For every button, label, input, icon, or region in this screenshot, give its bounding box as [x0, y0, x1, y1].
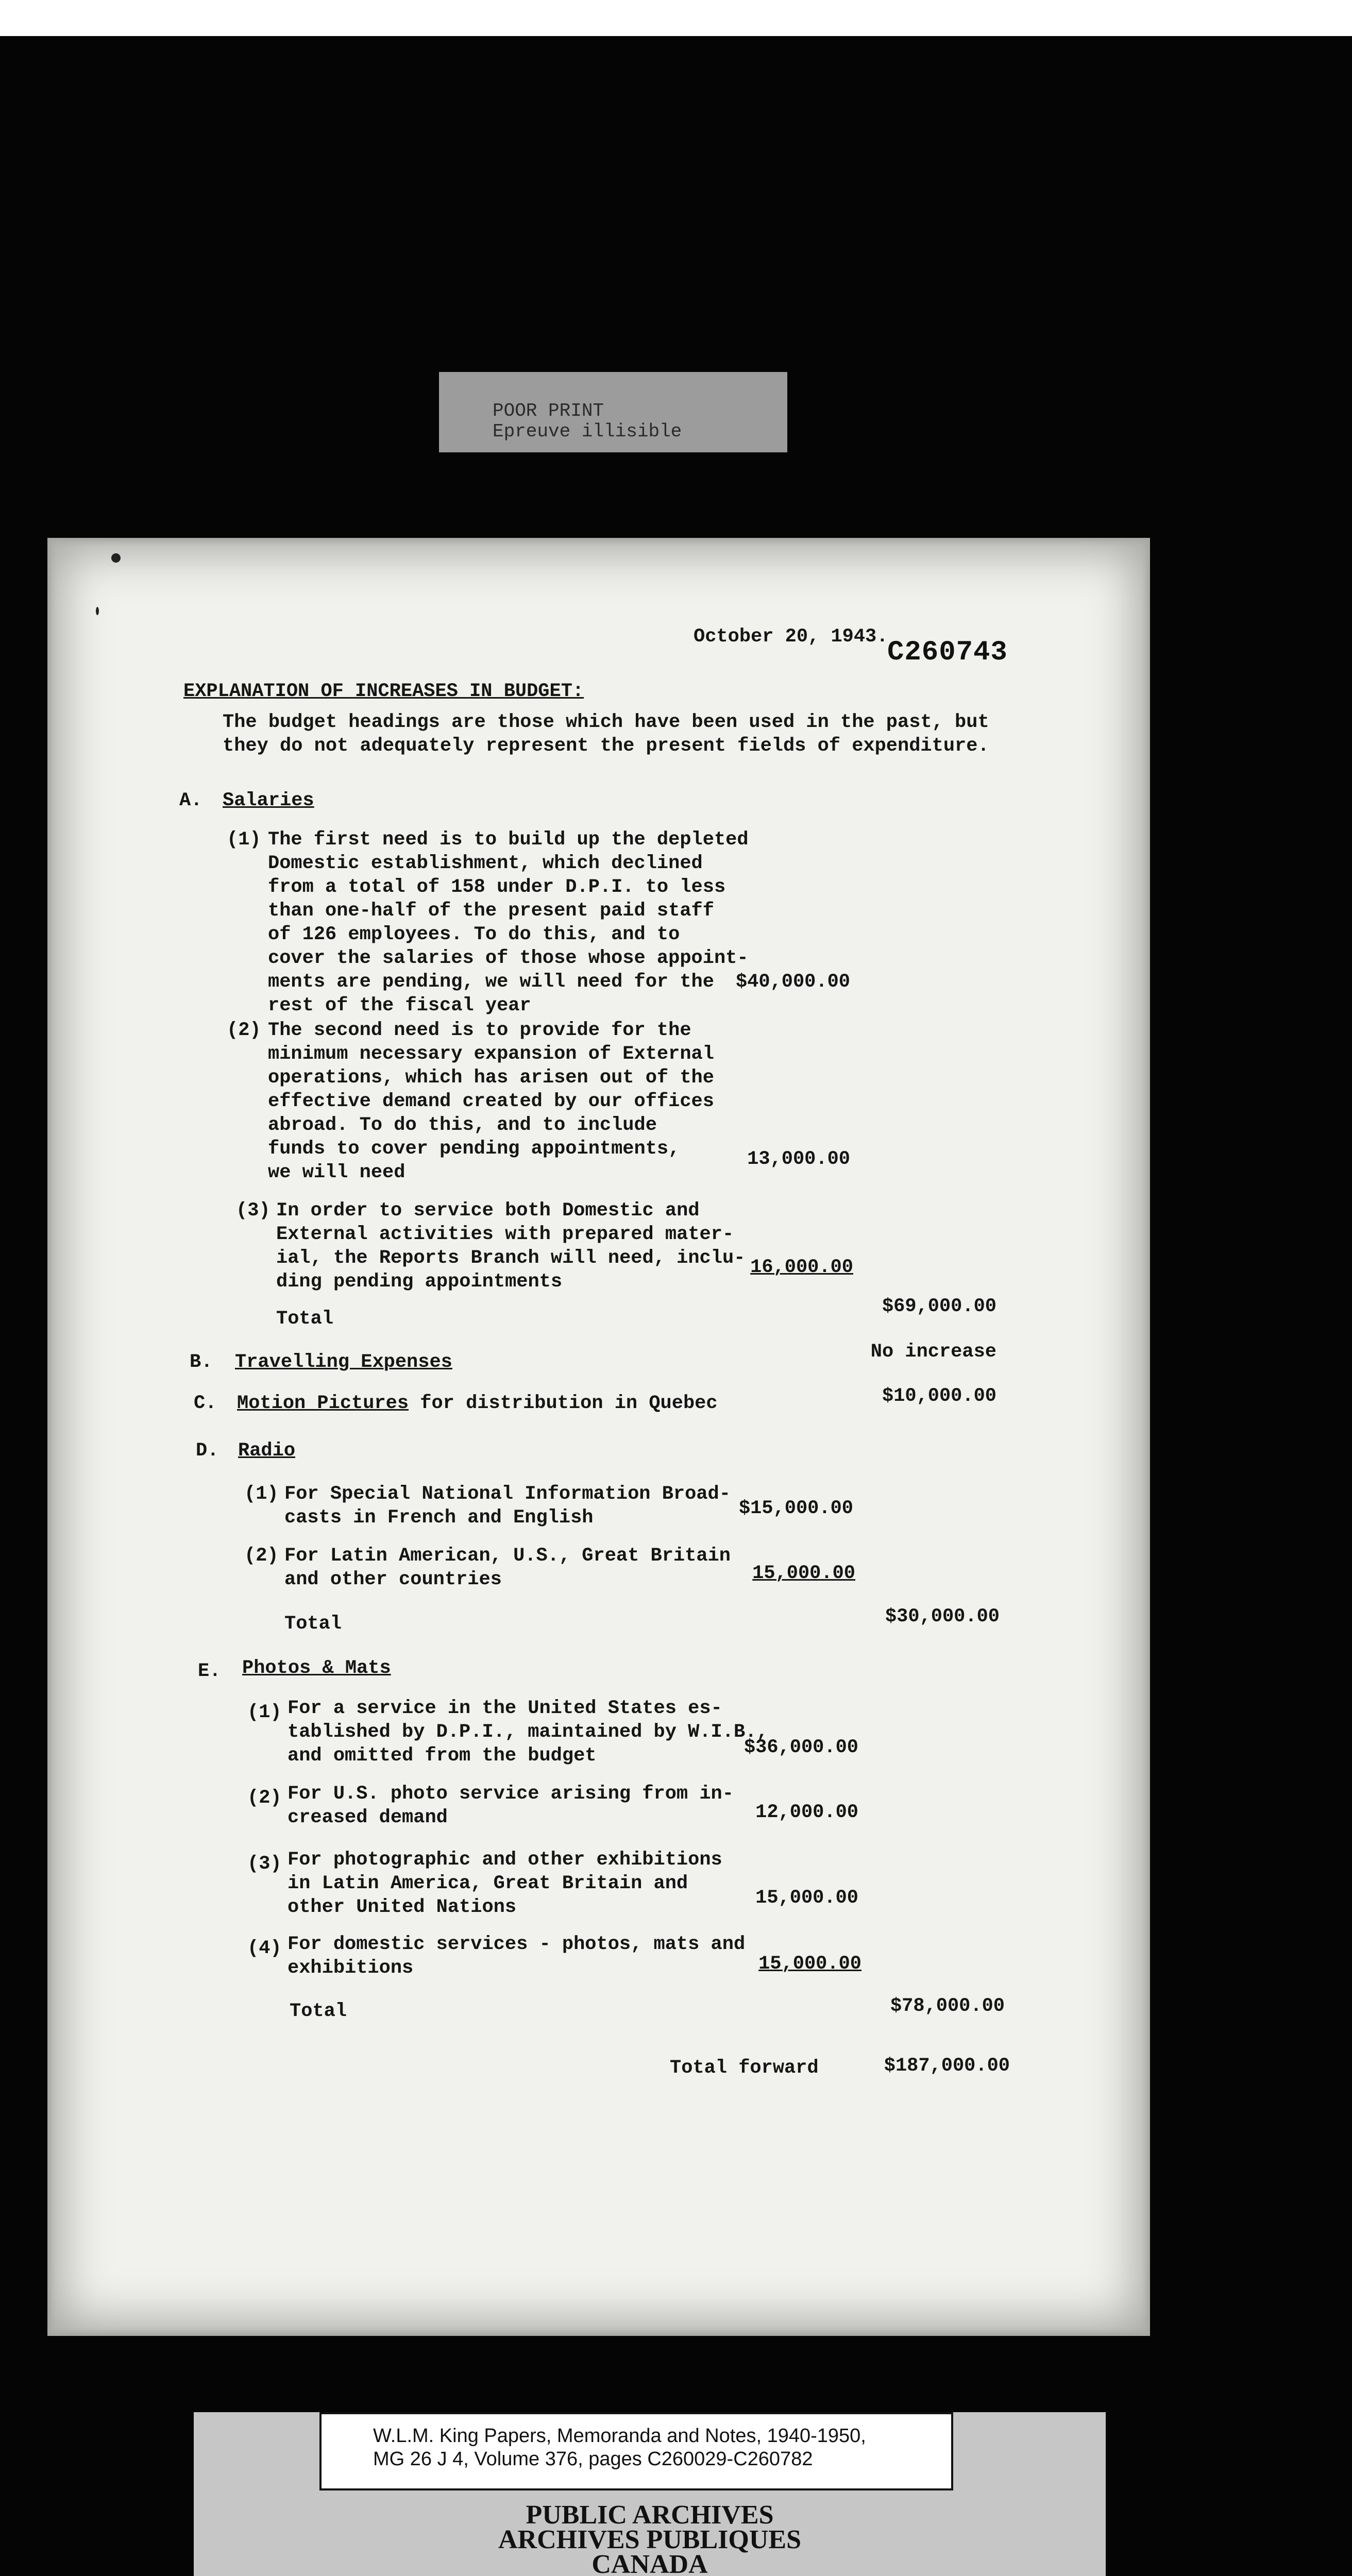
archive-reference-label — [319, 2412, 953, 2490]
section-e-heading: Photos & Mats — [242, 1657, 391, 1679]
item-amount: 15,000.00 — [755, 1887, 858, 1909]
item-number: (2) — [244, 1545, 279, 1567]
item-line: we will need — [268, 1162, 405, 1183]
section-c-letter: C. — [194, 1393, 217, 1414]
archives-line-3: CANADA — [592, 2550, 708, 2576]
section-c-text — [237, 1391, 718, 1416]
document-date: October 20, 1943. — [694, 626, 888, 648]
item-line: In order to service both Domestic and — [276, 1200, 700, 1222]
total-label: Total — [276, 1308, 334, 1330]
item-amount: 12,000.00 — [755, 1802, 858, 1823]
section-total: $78,000.00 — [890, 1995, 1005, 2017]
section-c-heading: Motion Pictures — [237, 1393, 409, 1414]
item-number: (2) — [227, 1020, 261, 1041]
section-b-letter: B. — [190, 1351, 213, 1373]
item-amount: 13,000.00 — [747, 1148, 850, 1170]
item-line: For Latin American, U.S., Great Britain — [284, 1545, 731, 1567]
section-e-letter: E. — [198, 1660, 221, 1682]
punch-mark — [111, 553, 121, 563]
item-amount: $40,000.00 — [735, 971, 850, 993]
item-amount: 15,000.00 — [752, 1563, 855, 1584]
item-amount: 16,000.00 — [750, 1257, 853, 1278]
item-number: (2) — [247, 1787, 282, 1809]
archives-stamp — [194, 2500, 1106, 2576]
section-d-heading: Radio — [238, 1440, 296, 1462]
item-line: ial, the Reports Branch will need, inclu- — [276, 1247, 746, 1269]
section-a-heading: Salaries — [223, 790, 314, 811]
archives-line-2: ARCHIVES PUBLIQUES — [498, 2525, 802, 2554]
item-line: of 126 employees. To do this, and to — [268, 924, 680, 945]
item-line: ding pending appointments — [276, 1271, 563, 1293]
item-line: funds to cover pending appointments, — [268, 1138, 680, 1160]
item-line: effective demand created by our offices — [268, 1091, 714, 1112]
section-c-amount: $10,000.00 — [882, 1385, 996, 1407]
speck-mark — [96, 607, 99, 615]
item-number: (4) — [247, 1938, 282, 1959]
item-line: casts in French and English — [284, 1507, 594, 1529]
section-c-rest: for distribution in Quebec — [409, 1393, 718, 1414]
item-line: and other countries — [284, 1569, 502, 1590]
item-number: (1) — [244, 1483, 279, 1505]
total-forward-amount: $187,000.00 — [884, 2055, 1010, 2077]
item-line: The second need is to provide for the — [268, 1020, 691, 1041]
item-amount: 15,000.00 — [758, 1953, 861, 1975]
item-line: rest of the fiscal year — [268, 995, 531, 1016]
item-line: and omitted from the budget — [288, 1745, 597, 1767]
section-total: $30,000.00 — [885, 1606, 1000, 1628]
item-line: External activities with prepared mater- — [276, 1224, 734, 1245]
top-border-strip — [0, 0, 1352, 36]
section-d-letter: D. — [196, 1440, 219, 1462]
item-line: operations, which has arisen out of the — [268, 1067, 714, 1089]
document-number-stamp: C260743 — [887, 637, 1008, 668]
item-number: (3) — [236, 1200, 271, 1222]
poor-print-notice — [439, 372, 787, 452]
item-line: The first need is to build up the depleted — [268, 829, 749, 851]
item-line: For a service in the United States es- — [288, 1698, 722, 1719]
item-line: Domestic establishment, which declined — [268, 853, 703, 874]
item-line: than one-half of the present paid staff — [268, 900, 714, 922]
section-total: $69,000.00 — [882, 1296, 996, 1317]
item-amount: $36,000.00 — [743, 1737, 858, 1758]
item-line: minimum necessary expansion of External — [268, 1043, 714, 1065]
item-line: in Latin America, Great Britain and — [288, 1873, 688, 1894]
document-title: EXPLANATION OF INCREASES IN BUDGET: — [183, 681, 584, 702]
item-line: For Special National Information Broad- — [284, 1483, 731, 1505]
total-forward-label: Total forward — [670, 2057, 819, 2079]
reference-line-2: MG 26 J 4, Volume 376, pages C260029-C260782 — [373, 2448, 813, 2470]
total-label: Total — [290, 2001, 347, 2022]
item-line: cover the salaries of those whose appoint- — [268, 947, 749, 969]
item-line: For domestic services - photos, mats and — [288, 1934, 746, 1955]
intro-line-2: they do not adequately represent the present fields of expenditure. — [223, 735, 989, 757]
section-a-letter: A. — [179, 790, 202, 811]
section-b-amount: No increase — [870, 1341, 996, 1363]
item-line: exhibitions — [288, 1957, 414, 1979]
poor-print-line: POOR PRINT — [493, 400, 604, 421]
item-line: For U.S. photo service arising from in- — [288, 1783, 734, 1805]
section-b-heading: Travelling Expenses — [235, 1351, 452, 1373]
item-line: from a total of 158 under D.P.I. to less — [268, 876, 726, 898]
item-number: (1) — [247, 1702, 282, 1723]
item-line: abroad. To do this, and to include — [268, 1114, 657, 1136]
item-line: tablished by D.P.I., maintained by W.I.B., — [288, 1721, 768, 1743]
item-line: ments are pending, we will need for the — [268, 971, 714, 993]
archives-line-1: PUBLIC ARCHIVES — [526, 2500, 774, 2530]
illegible-line: Epreuve illisible — [493, 421, 682, 442]
item-number: (3) — [247, 1853, 282, 1875]
item-line: other United Nations — [288, 1896, 517, 1918]
item-number: (1) — [227, 829, 261, 851]
item-line: For photographic and other exhibitions — [288, 1849, 722, 1871]
item-line: creased demand — [288, 1807, 448, 1828]
intro-line-1: The budget headings are those which have been used in the past, but — [223, 711, 989, 733]
reference-line-1: W.L.M. King Papers, Memoranda and Notes, 1940-1950, — [373, 2425, 866, 2447]
total-label: Total — [284, 1613, 342, 1635]
item-amount: $15,000.00 — [738, 1498, 853, 1519]
